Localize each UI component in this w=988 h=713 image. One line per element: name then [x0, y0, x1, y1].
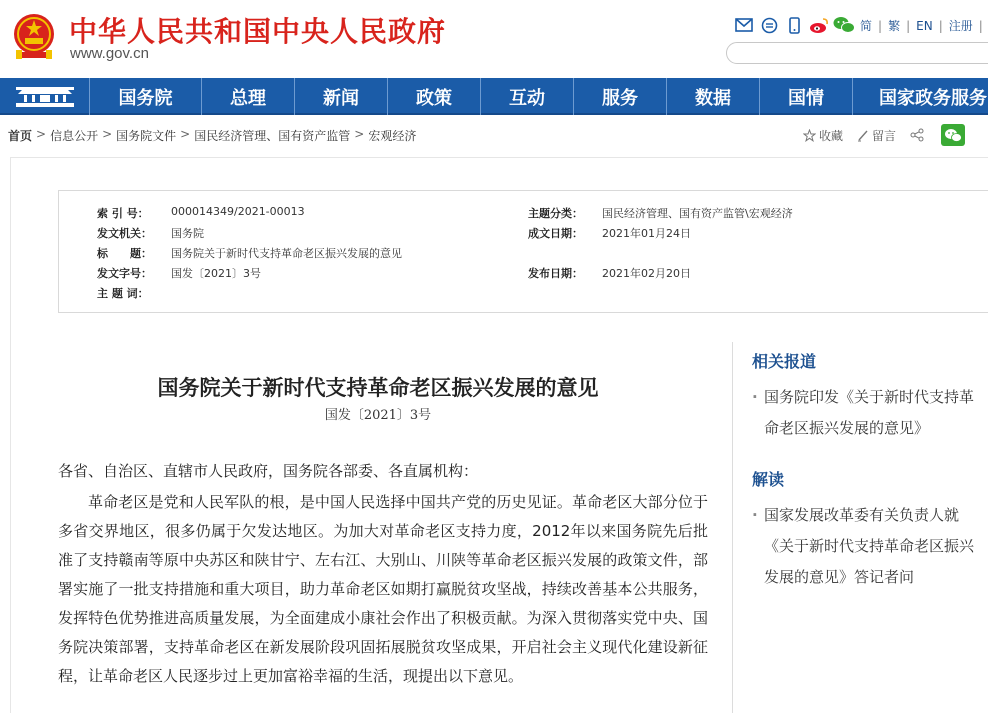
- meta-title-value: 国务院关于新时代支持革命老区振兴发展的意见: [171, 247, 402, 260]
- meta-title-label: 标 题：: [97, 247, 152, 260]
- comment-label: 留言: [872, 128, 897, 143]
- lang-english-link[interactable]: EN: [916, 18, 933, 33]
- separator: |: [878, 18, 883, 33]
- meta-issuer-label: 发文机关：: [97, 227, 152, 240]
- lang-traditional-link[interactable]: 繁: [888, 19, 901, 33]
- meta-docno-label: 发文字号：: [97, 267, 152, 280]
- meta-category-value: 国民经济管理、国有资产监管\宏观经济: [602, 207, 793, 220]
- breadcrumb-arrow: >: [180, 127, 191, 141]
- wechat-share-icon[interactable]: [941, 124, 965, 146]
- meta-published-date: [528, 265, 691, 281]
- meta-keywords-label: 主 题 词：: [97, 287, 149, 300]
- nav-item-state-council[interactable]: 国务院: [90, 78, 202, 115]
- interpretation-link[interactable]: · 国家发展改革委有关负责人就《关于新时代支持革命老区振兴发展的意见》答记者问: [752, 500, 982, 593]
- mobile-icon[interactable]: [783, 15, 805, 35]
- pen-icon: [857, 129, 869, 142]
- meta-index-label: 索 引 号：: [97, 207, 149, 220]
- meta-written-value: 2021年01月24日: [602, 227, 691, 240]
- breadcrumb-economy-mgmt[interactable]: 国民经济管理、国有资产监管: [194, 129, 351, 143]
- meta-published-value: 2021年02月20日: [602, 267, 691, 280]
- page-tools: [803, 124, 965, 146]
- star-icon: [803, 129, 816, 142]
- nav-item-gov-services[interactable]: 国家政务服务: [879, 87, 987, 109]
- top-icons: [733, 15, 858, 35]
- article-paragraph: 革命老区是党和人民军队的根，是中国人民选择中国共产党的历史见证。革命老区大部分位于多省交界地区，很多仍属于欠发达地区。为加大对革命老区支持力度，2012年以来国务院先后批准了支持赣南等原中央苏区和陕甘宁、左右江、大别山、川陕等革命老区振兴发展的政策文件，部署实施了一批支持措施和重大项目，助力革命老区如期打赢脱贫攻坚战，持续改善基本公共服务，发挥特色优势推进高质量发展，为全面建成小康社会作出了积极贡献。为深入贯彻落实党中央、国务院决策部署，支持革命老区在新发展阶段巩固拓展脱贫攻坚成果，开启社会主义现代化建设新征程，让革命老区人民逐步过上更加富裕幸福的生活，现提出以下意见。: [58, 493, 708, 685]
- interpretation-title: 解读: [752, 470, 785, 489]
- nav-item-services[interactable]: 服务: [574, 78, 667, 115]
- site-title[interactable]: 中华人民共和国中央人民政府: [69, 15, 447, 48]
- separator: |: [938, 18, 943, 33]
- message-icon[interactable]: [758, 15, 780, 35]
- collect-button[interactable]: [803, 127, 843, 144]
- nav-home-icon[interactable]: [0, 78, 90, 115]
- meta-index-value: 000014349/2021-00013: [171, 205, 305, 218]
- article-title: 国务院关于新时代支持革命老区振兴发展的意见: [157, 375, 599, 400]
- meta-written-date: [528, 225, 691, 241]
- search-input[interactable]: [726, 42, 988, 64]
- language-links: [860, 17, 988, 34]
- meta-category-label: 主题分类：: [528, 207, 583, 220]
- breadcrumb-arrow: >: [102, 127, 113, 141]
- meta-category: [528, 205, 793, 221]
- nav-item-premier[interactable]: 总理: [202, 78, 295, 115]
- breadcrumb-macro-economy[interactable]: 宏观经济: [368, 129, 417, 143]
- weibo-icon[interactable]: [808, 15, 830, 35]
- meta-index: [97, 205, 305, 221]
- register-link[interactable]: 注册: [948, 19, 973, 33]
- nav-item-national-info[interactable]: 国情: [760, 78, 853, 115]
- site-url[interactable]: www.gov.cn: [70, 45, 149, 62]
- meta-published-label: 发布日期：: [528, 267, 583, 280]
- lang-simplified-link[interactable]: 简: [860, 19, 873, 33]
- share-icon: [910, 128, 924, 142]
- collect-label: 收藏: [819, 128, 844, 143]
- related-reports: [752, 349, 982, 444]
- nav-item-policy[interactable]: 政策: [388, 78, 481, 115]
- sidebar-divider: [732, 342, 733, 713]
- meta-issuer-value: 国务院: [171, 227, 204, 240]
- nav-item-news[interactable]: 新闻: [295, 78, 388, 115]
- article-doc-number: 国发〔2021〕3号: [324, 408, 432, 423]
- related-reports-title: 相关报道: [752, 352, 817, 371]
- breadcrumb-arrow: >: [354, 127, 365, 141]
- interpretation: [752, 467, 982, 593]
- article-salutation: 各省、自治区、直辖市人民政府，国务院各部委、各直属机构：: [58, 462, 479, 480]
- meta-issuer: [97, 225, 204, 241]
- comment-button[interactable]: [857, 127, 896, 144]
- meta-docno-value: 国发〔2021〕3号: [171, 267, 261, 280]
- separator: |: [906, 18, 911, 33]
- meta-keywords: [97, 285, 171, 301]
- meta-title: [97, 245, 402, 261]
- wechat-icon[interactable]: [833, 15, 855, 35]
- site-header: [0, 0, 988, 78]
- meta-docno: [97, 265, 261, 281]
- nav-item-data[interactable]: 数据: [667, 78, 760, 115]
- breadcrumb-info-public[interactable]: 信息公开: [50, 129, 99, 143]
- meta-written-label: 成文日期：: [528, 227, 583, 240]
- related-report-link[interactable]: · 国务院印发《关于新时代支持革命老区振兴发展的意见》: [752, 382, 982, 444]
- national-emblem-icon[interactable]: [10, 12, 58, 62]
- main-nav: [0, 78, 988, 115]
- nav-item-interaction[interactable]: 互动: [481, 78, 574, 115]
- breadcrumb-arrow: >: [36, 127, 47, 141]
- mail-icon[interactable]: [733, 15, 755, 35]
- separator: |: [978, 18, 983, 33]
- breadcrumb-home[interactable]: 首页: [8, 129, 33, 143]
- share-button[interactable]: [910, 128, 927, 142]
- breadcrumb: [8, 127, 416, 144]
- breadcrumb-state-council-docs[interactable]: 国务院文件: [116, 129, 177, 143]
